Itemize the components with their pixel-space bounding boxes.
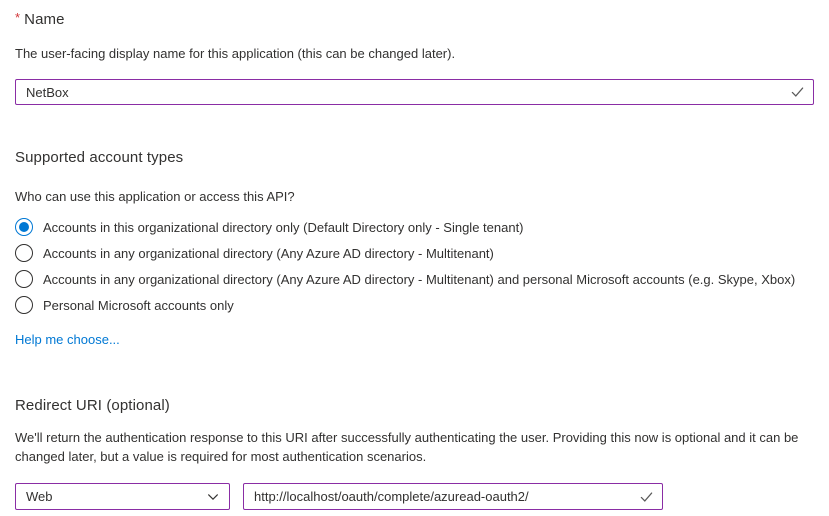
radio-option-label: Accounts in this organizational directory only (Default Directory only - Single tenant) bbox=[43, 219, 524, 235]
required-asterisk: * bbox=[15, 10, 21, 25]
radio-option-single-tenant[interactable] bbox=[15, 218, 814, 236]
radio-icon[interactable] bbox=[15, 244, 33, 262]
account-types-radio-group bbox=[15, 218, 814, 314]
account-types-question: Who can use this application or access this API? bbox=[15, 189, 295, 204]
name-description: The user-facing display name for this application (this can be changed later). bbox=[15, 46, 456, 61]
radio-icon[interactable] bbox=[15, 296, 33, 314]
radio-option-label: Personal Microsoft accounts only bbox=[43, 297, 234, 313]
radio-icon[interactable] bbox=[15, 218, 33, 236]
radio-option-label: Accounts in any organizational directory (Any Azure AD directory - Multitenant) and personal Microsoft accounts (e.g. Skype, Xbox) bbox=[43, 271, 796, 287]
radio-option-label: Accounts in any organizational directory (Any Azure AD directory - Multitenant) bbox=[43, 245, 494, 261]
chevron-down-icon bbox=[206, 490, 220, 504]
name-input-field bbox=[15, 79, 814, 105]
name-title-text: Name bbox=[24, 11, 65, 28]
redirect-uri-title: Redirect URI (optional) bbox=[15, 397, 170, 414]
redirect-uri-input[interactable] bbox=[244, 489, 662, 504]
redirect-uri-input-field bbox=[243, 483, 663, 510]
name-input[interactable] bbox=[16, 85, 813, 100]
radio-option-personal-only[interactable] bbox=[15, 296, 814, 314]
radio-option-multitenant[interactable] bbox=[15, 244, 814, 262]
radio-option-multitenant-personal[interactable] bbox=[15, 270, 814, 288]
name-section-title bbox=[15, 10, 814, 28]
platform-select-value: Web bbox=[26, 489, 53, 504]
platform-select[interactable] bbox=[15, 483, 230, 510]
redirect-uri-description: We'll return the authentication response to this URI after successfully authenticating the user. Providing this now is optional and it can be changed later, but a value is required for most authentication scenarios. bbox=[15, 430, 799, 464]
radio-icon[interactable] bbox=[15, 270, 33, 288]
help-me-choose-link[interactable]: Help me choose... bbox=[15, 332, 120, 347]
redirect-uri-controls bbox=[15, 483, 814, 510]
account-types-title: Supported account types bbox=[15, 149, 184, 166]
